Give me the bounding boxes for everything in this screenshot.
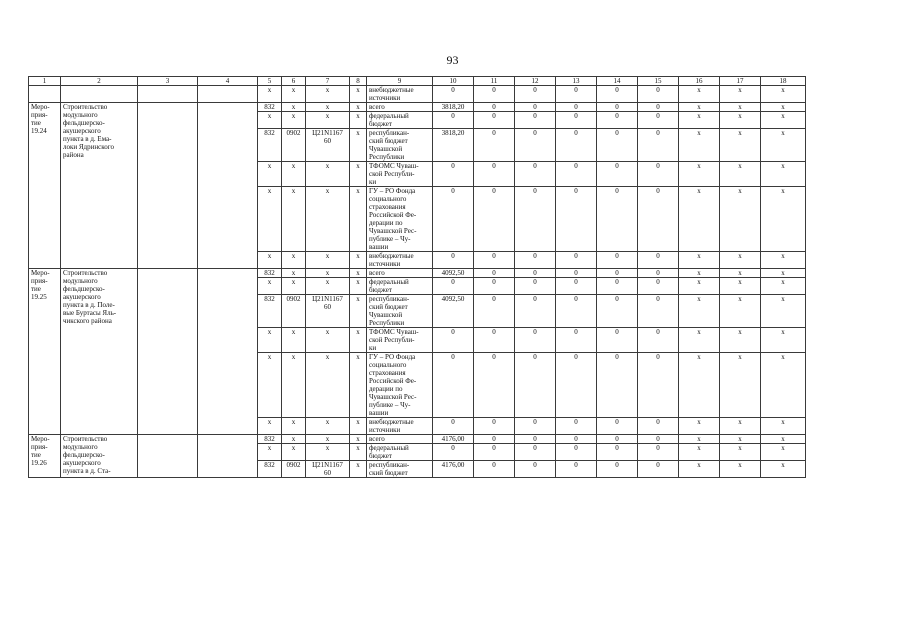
- cell-value: 0: [638, 112, 679, 129]
- cell-value: 0: [474, 328, 515, 353]
- cell-grbs: 832: [258, 295, 282, 328]
- cell-funding-source: федеральный бюджет: [367, 278, 433, 295]
- cell-col4: [198, 86, 258, 103]
- cell-value: 0: [556, 461, 597, 478]
- cell-value: x: [720, 162, 761, 187]
- column-header: 16: [679, 77, 720, 86]
- cell-value: x: [679, 252, 720, 269]
- cell-value: 0: [515, 328, 556, 353]
- cell-value: x: [679, 444, 720, 461]
- cell-value: x: [761, 418, 806, 435]
- cell-target-code: x: [306, 162, 350, 187]
- cell-value: 0: [638, 103, 679, 112]
- cell-expense-type: x: [350, 103, 367, 112]
- cell-expense-type: x: [350, 112, 367, 129]
- cell-value: x: [679, 86, 720, 103]
- cell-value: 0: [433, 187, 474, 252]
- cell-measure-id: [29, 86, 61, 103]
- cell-expense-type: x: [350, 269, 367, 278]
- cell-funding-source: внебюджетные источники: [367, 252, 433, 269]
- cell-expense-type: x: [350, 418, 367, 435]
- cell-value: x: [761, 295, 806, 328]
- cell-value: 0: [474, 269, 515, 278]
- cell-section: x: [282, 328, 306, 353]
- cell-value: 0: [433, 353, 474, 418]
- cell-expense-type: x: [350, 328, 367, 353]
- cell-funding-source: всего: [367, 435, 433, 444]
- cell-value: 0: [638, 418, 679, 435]
- cell-target-code: x: [306, 353, 350, 418]
- cell-grbs: x: [258, 328, 282, 353]
- cell-value: 0: [474, 252, 515, 269]
- cell-value: x: [761, 252, 806, 269]
- cell-value: x: [679, 435, 720, 444]
- measure-title: Строительство модульного фельдшерско- акушерского пункта в д. Ста-: [61, 435, 138, 478]
- cell-section: x: [282, 112, 306, 129]
- cell-col4: [198, 269, 258, 435]
- cell-value: x: [761, 112, 806, 129]
- funding-table: [28, 76, 806, 478]
- cell-value: x: [761, 353, 806, 418]
- cell-value: 0: [474, 295, 515, 328]
- cell-value: 0: [638, 461, 679, 478]
- cell-value: x: [720, 444, 761, 461]
- cell-value: 0: [515, 461, 556, 478]
- cell-grbs: x: [258, 187, 282, 252]
- cell-target-code: Ц21N1167 60: [306, 295, 350, 328]
- cell-value: 0: [638, 129, 679, 162]
- cell-value: 0: [638, 353, 679, 418]
- cell-grbs: 832: [258, 269, 282, 278]
- cell-section: x: [282, 269, 306, 278]
- cell-measure-title: [61, 86, 138, 103]
- cell-value: x: [679, 461, 720, 478]
- cell-value: 0: [638, 328, 679, 353]
- cell-value: x: [720, 129, 761, 162]
- table-row: [29, 435, 806, 444]
- cell-value: 0: [638, 295, 679, 328]
- cell-target-code: x: [306, 187, 350, 252]
- cell-value: x: [761, 269, 806, 278]
- cell-col3: [138, 435, 198, 478]
- cell-funding-source: ТФОМС Чуваш- ской Республи- ки: [367, 328, 433, 353]
- column-header: 2: [61, 77, 138, 86]
- cell-target-code: x: [306, 252, 350, 269]
- measure-id: Меро- прия- тие 19.25: [29, 269, 61, 435]
- cell-value: x: [679, 418, 720, 435]
- cell-value: 0: [474, 112, 515, 129]
- cell-value: x: [761, 444, 806, 461]
- cell-value: x: [679, 103, 720, 112]
- cell-grbs: 832: [258, 435, 282, 444]
- cell-value: 0: [597, 86, 638, 103]
- cell-value: 0: [597, 252, 638, 269]
- cell-value: 3818,20: [433, 103, 474, 112]
- cell-target-code: x: [306, 444, 350, 461]
- cell-value: 0: [474, 461, 515, 478]
- cell-funding-source: республикан- ский бюджет Чувашской Республики: [367, 295, 433, 328]
- cell-expense-type: x: [350, 444, 367, 461]
- cell-target-code: Ц21N1167 60: [306, 129, 350, 162]
- table-row: [29, 269, 806, 278]
- cell-value: x: [761, 86, 806, 103]
- cell-expense-type: x: [350, 435, 367, 444]
- measure-id: Меро- прия- тие 19.24: [29, 103, 61, 269]
- cell-value: 0: [597, 444, 638, 461]
- cell-value: 0: [638, 187, 679, 252]
- column-header: 18: [761, 77, 806, 86]
- cell-expense-type: x: [350, 162, 367, 187]
- cell-value: 0: [474, 86, 515, 103]
- cell-value: x: [720, 418, 761, 435]
- cell-value: 0: [556, 252, 597, 269]
- cell-section: x: [282, 444, 306, 461]
- column-header: 13: [556, 77, 597, 86]
- cell-value: 0: [515, 435, 556, 444]
- cell-expense-type: x: [350, 461, 367, 478]
- cell-value: 0: [638, 269, 679, 278]
- cell-value: x: [720, 252, 761, 269]
- cell-value: x: [720, 461, 761, 478]
- cell-value: x: [761, 328, 806, 353]
- cell-value: 0: [474, 103, 515, 112]
- table-row: [29, 103, 806, 112]
- column-header: 12: [515, 77, 556, 86]
- cell-value: 0: [433, 444, 474, 461]
- cell-value: 0: [556, 418, 597, 435]
- cell-funding-source: всего: [367, 103, 433, 112]
- column-header: 10: [433, 77, 474, 86]
- cell-value: 0: [433, 112, 474, 129]
- cell-expense-type: x: [350, 187, 367, 252]
- cell-value: 4092,50: [433, 269, 474, 278]
- column-header: 3: [138, 77, 198, 86]
- cell-section: 0902: [282, 295, 306, 328]
- cell-value: 0: [474, 353, 515, 418]
- column-header: 17: [720, 77, 761, 86]
- cell-value: 4092,50: [433, 295, 474, 328]
- cell-value: 0: [556, 269, 597, 278]
- cell-funding-source: республикан- ский бюджет: [367, 461, 433, 478]
- cell-value: 0: [515, 103, 556, 112]
- cell-value: 0: [433, 252, 474, 269]
- cell-value: 0: [597, 187, 638, 252]
- cell-funding-source: федеральный бюджет: [367, 444, 433, 461]
- cell-value: 0: [474, 129, 515, 162]
- cell-section: x: [282, 353, 306, 418]
- cell-value: 4176,00: [433, 461, 474, 478]
- cell-value: x: [679, 328, 720, 353]
- cell-section: x: [282, 418, 306, 435]
- cell-target-code: x: [306, 112, 350, 129]
- cell-expense-type: x: [350, 252, 367, 269]
- column-header: 6: [282, 77, 306, 86]
- cell-value: x: [306, 86, 350, 103]
- cell-value: 0: [515, 187, 556, 252]
- column-header: 11: [474, 77, 515, 86]
- cell-target-code: x: [306, 435, 350, 444]
- column-header: 7: [306, 77, 350, 86]
- cell-value: 0: [556, 103, 597, 112]
- cell-value: x: [679, 187, 720, 252]
- cell-grbs: x: [258, 162, 282, 187]
- cell-value: x: [679, 112, 720, 129]
- cell-value: 0: [474, 418, 515, 435]
- cell-funding-source: ГУ – РО Фонда социального страхования Российской Фе- дерации по Чувашской Рес- публике – Чу- вашии: [367, 187, 433, 252]
- cell-value: 0: [515, 295, 556, 328]
- cell-section: x: [282, 103, 306, 112]
- cell-value: x: [720, 435, 761, 444]
- cell-value: 0: [515, 129, 556, 162]
- cell-value: 0: [597, 295, 638, 328]
- cell-value: 4176,00: [433, 435, 474, 444]
- cell-value: 0: [515, 278, 556, 295]
- cell-col4: [198, 435, 258, 478]
- column-header: 4: [198, 77, 258, 86]
- header-row: [29, 77, 806, 86]
- column-header: 9: [367, 77, 433, 86]
- cell-value: x: [720, 112, 761, 129]
- cell-grbs: x: [258, 252, 282, 269]
- cell-value: x: [761, 187, 806, 252]
- cell-funding-source: всего: [367, 269, 433, 278]
- cell-value: x: [679, 295, 720, 328]
- cell-value: 0: [597, 461, 638, 478]
- cell-funding-source: федеральный бюджет: [367, 112, 433, 129]
- cell-grbs: x: [258, 112, 282, 129]
- cell-value: 0: [433, 278, 474, 295]
- measure-title: Строительство модульного фельдшерско- акушерского пункта в д. Ема- локи Ядринского района: [61, 103, 138, 269]
- cell-col3: [138, 269, 198, 435]
- column-header: 8: [350, 77, 367, 86]
- cell-value: 0: [556, 187, 597, 252]
- cell-value: 0: [474, 435, 515, 444]
- cell-target-code: x: [306, 418, 350, 435]
- column-header: 14: [597, 77, 638, 86]
- cell-value: 3818,20: [433, 129, 474, 162]
- cell-value: x: [761, 162, 806, 187]
- cell-grbs: 832: [258, 461, 282, 478]
- cell-value: 0: [597, 435, 638, 444]
- cell-value: 0: [474, 162, 515, 187]
- cell-value: 0: [597, 112, 638, 129]
- cell-value: 0: [638, 86, 679, 103]
- cell-section: x: [282, 162, 306, 187]
- cell-funding-source: ГУ – РО Фонда социального страхования Российской Фе- дерации по Чувашской Рес- публике – Чу- вашии: [367, 353, 433, 418]
- cell-value: 0: [556, 353, 597, 418]
- cell-value: 0: [597, 129, 638, 162]
- cell-expense-type: x: [350, 129, 367, 162]
- table-row: [29, 86, 806, 103]
- cell-value: x: [258, 86, 282, 103]
- cell-value: x: [761, 461, 806, 478]
- cell-col4: [198, 103, 258, 269]
- cell-target-code: x: [306, 103, 350, 112]
- cell-value: 0: [433, 328, 474, 353]
- cell-expense-type: x: [350, 278, 367, 295]
- cell-value: 0: [474, 187, 515, 252]
- cell-value: x: [350, 86, 367, 103]
- measure-title: Строительство модульного фельдшерско- акушерского пункта в д. Поле- вые Буртасы Яль- чикского района: [61, 269, 138, 435]
- cell-value: 0: [474, 444, 515, 461]
- cell-section: x: [282, 435, 306, 444]
- cell-grbs: x: [258, 444, 282, 461]
- cell-value: 0: [556, 129, 597, 162]
- cell-value: 0: [597, 353, 638, 418]
- cell-value: 0: [556, 328, 597, 353]
- cell-value: x: [679, 353, 720, 418]
- cell-value: 0: [556, 295, 597, 328]
- cell-value: x: [720, 187, 761, 252]
- cell-grbs: x: [258, 278, 282, 295]
- cell-value: x: [720, 86, 761, 103]
- cell-value: x: [761, 278, 806, 295]
- cell-value: 0: [515, 353, 556, 418]
- cell-grbs: 832: [258, 129, 282, 162]
- cell-grbs: x: [258, 418, 282, 435]
- cell-value: x: [720, 328, 761, 353]
- cell-value: x: [282, 86, 306, 103]
- cell-section: 0902: [282, 461, 306, 478]
- cell-target-code: x: [306, 278, 350, 295]
- cell-value: 0: [638, 444, 679, 461]
- cell-value: x: [720, 103, 761, 112]
- cell-value: 0: [638, 162, 679, 187]
- cell-value: 0: [638, 252, 679, 269]
- cell-value: x: [720, 353, 761, 418]
- column-header: 5: [258, 77, 282, 86]
- cell-value: 0: [556, 86, 597, 103]
- cell-value: x: [720, 295, 761, 328]
- cell-section: x: [282, 252, 306, 269]
- cell-value: 0: [556, 112, 597, 129]
- column-header: 1: [29, 77, 61, 86]
- cell-value: 0: [515, 162, 556, 187]
- page-number: 93: [446, 53, 459, 67]
- cell-value: x: [679, 162, 720, 187]
- cell-value: 0: [597, 328, 638, 353]
- cell-expense-type: x: [350, 295, 367, 328]
- cell-value: 0: [556, 278, 597, 295]
- cell-target-code: Ц21N1167 60: [306, 461, 350, 478]
- cell-value: x: [679, 269, 720, 278]
- measure-id: Меро- прия- тие 19.26: [29, 435, 61, 478]
- cell-target-code: x: [306, 328, 350, 353]
- cell-value: 0: [556, 435, 597, 444]
- cell-section: x: [282, 187, 306, 252]
- cell-value: x: [720, 278, 761, 295]
- cell-funding-source: внебюджетные источники: [367, 418, 433, 435]
- cell-value: 0: [556, 444, 597, 461]
- cell-value: 0: [474, 278, 515, 295]
- cell-col3: [138, 86, 198, 103]
- cell-value: x: [720, 269, 761, 278]
- cell-expense-type: x: [350, 353, 367, 418]
- cell-value: 0: [597, 418, 638, 435]
- cell-section: x: [282, 278, 306, 295]
- cell-value: 0: [515, 252, 556, 269]
- cell-value: x: [679, 129, 720, 162]
- cell-value: x: [679, 278, 720, 295]
- column-header: 15: [638, 77, 679, 86]
- cell-target-code: x: [306, 269, 350, 278]
- cell-value: 0: [515, 418, 556, 435]
- cell-value: x: [761, 129, 806, 162]
- cell-value: 0: [515, 86, 556, 103]
- cell-value: x: [761, 103, 806, 112]
- cell-value: 0: [597, 103, 638, 112]
- cell-funding-source: ТФОМС Чуваш- ской Республи- ки: [367, 162, 433, 187]
- cell-value: 0: [638, 278, 679, 295]
- cell-value: 0: [515, 444, 556, 461]
- cell-value: 0: [433, 418, 474, 435]
- cell-value: 0: [597, 162, 638, 187]
- cell-funding-source: республикан- ский бюджет Чувашской Республики: [367, 129, 433, 162]
- cell-section: 0902: [282, 129, 306, 162]
- cell-value: 0: [433, 86, 474, 103]
- cell-value: 0: [638, 435, 679, 444]
- cell-grbs: 832: [258, 103, 282, 112]
- cell-value: x: [761, 435, 806, 444]
- cell-value: 0: [515, 269, 556, 278]
- cell-funding-source: внебюджетные источники: [367, 86, 433, 103]
- cell-value: 0: [597, 269, 638, 278]
- cell-value: 0: [515, 112, 556, 129]
- cell-value: 0: [597, 278, 638, 295]
- cell-grbs: x: [258, 353, 282, 418]
- cell-value: 0: [433, 162, 474, 187]
- cell-col3: [138, 103, 198, 269]
- cell-value: 0: [556, 162, 597, 187]
